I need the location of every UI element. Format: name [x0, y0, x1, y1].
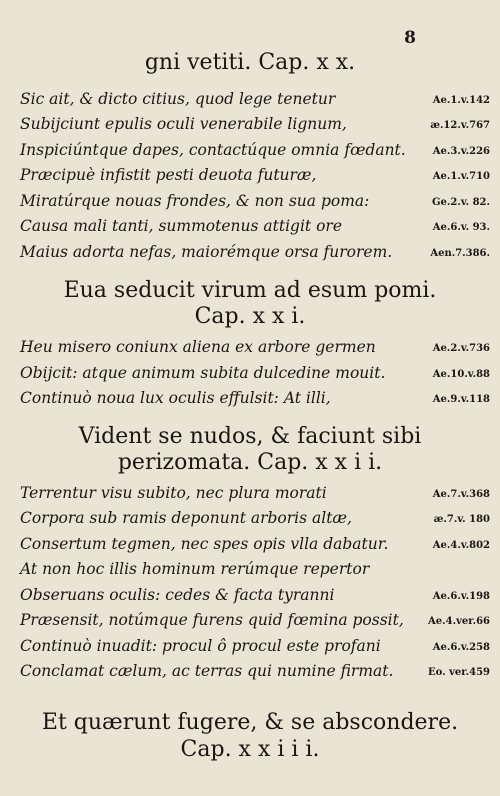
verse-line: At non hoc illis hominum rerúmque repertor	[20, 560, 370, 578]
verse-line: Subijciunt epulis oculi venerabile lignum,	[20, 115, 347, 133]
page-number: 8	[404, 28, 416, 48]
verse-reference: Ae.10.v.88	[432, 369, 490, 380]
verse-reference: Ae.4.v.802	[432, 540, 490, 551]
verse-line: Obijcit: atque animum subita dulcedine mouit.	[20, 364, 386, 382]
chapter-heading: Eua seducit virum ad esum pomi.	[63, 278, 437, 303]
verse-reference: Ae.1.v.710	[432, 171, 490, 182]
verse-reference: Ae.6.v.258	[432, 642, 490, 653]
verse-line: Miratúrque nouas frondes, & non sua poma:	[20, 192, 370, 210]
verse-line: Maius adorta nefas, maiorémque orsa furorem.	[20, 243, 393, 261]
verse-reference: Ae.9.v.118	[432, 394, 490, 405]
verse-line: Sic ait, & dicto citius, quod lege tenetur	[20, 90, 336, 108]
verse-reference: Ae.3.v.226	[432, 146, 490, 157]
verse-reference: æ.12.v.767	[430, 120, 490, 131]
chapter-heading: Et quærunt fugere, & se abscondere.	[41, 710, 459, 735]
verse-line: Causa mali tanti, summotenus attigit ore	[20, 217, 342, 235]
verse-reference: Ae.7.v.368	[432, 489, 490, 500]
verse-reference: Ae.6.v. 93.	[432, 222, 490, 233]
verse-line: Obseruans oculis: cedes & facta tyranni	[20, 586, 335, 604]
verse-reference: æ.7.v. 180	[433, 514, 490, 525]
chapter-number: perizomata. Cap. x x i i.	[117, 450, 383, 475]
verse-line: Consertum tegmen, nec spes opis vlla dabatur.	[20, 535, 389, 553]
verse-line: Terrentur visu subito, nec plura morati	[20, 484, 327, 502]
verse-reference: Ae.4.ver.66	[428, 616, 490, 627]
verse-reference: Ae.1.v.142	[432, 95, 490, 106]
verse-line: Continuò noua lux oculis effulsit: At illi,	[20, 389, 331, 407]
chapter-number: Cap. x x i.	[194, 304, 306, 329]
verse-reference: Ae.2.v.736	[432, 343, 490, 354]
verse-line: Heu misero coniunx aliena ex arbore germen	[20, 338, 376, 356]
chapter-number: Cap. x x i i i.	[180, 737, 320, 762]
verse-line: Continuò inuadit: procul ô procul este profani	[20, 637, 381, 655]
chapter-heading: Vident se nudos, & faciunt sibi	[78, 424, 422, 449]
verse-line: Præsensit, notúmque furens quid fœmina possit,	[20, 611, 404, 629]
verse-reference: Ge.2.v. 82.	[432, 197, 490, 208]
verse-reference: Ae.6.v.198	[432, 591, 490, 602]
verse-reference: Eo. ver.459	[428, 667, 490, 678]
verse-line: Corpora sub ramis deponunt arboris altæ,	[20, 509, 352, 527]
verse-line: Inspiciúntque dapes, contactúque omnia fœdant.	[20, 141, 406, 159]
verse-line: Præcipuè infistit pesti deuota futuræ,	[20, 166, 317, 184]
verse-reference: Aen.7.386.	[430, 248, 490, 259]
chapter-heading: gni vetiti. Cap. x x.	[144, 50, 356, 75]
verse-line: Conclamat cælum, ac terras qui numine firmat.	[20, 662, 394, 680]
